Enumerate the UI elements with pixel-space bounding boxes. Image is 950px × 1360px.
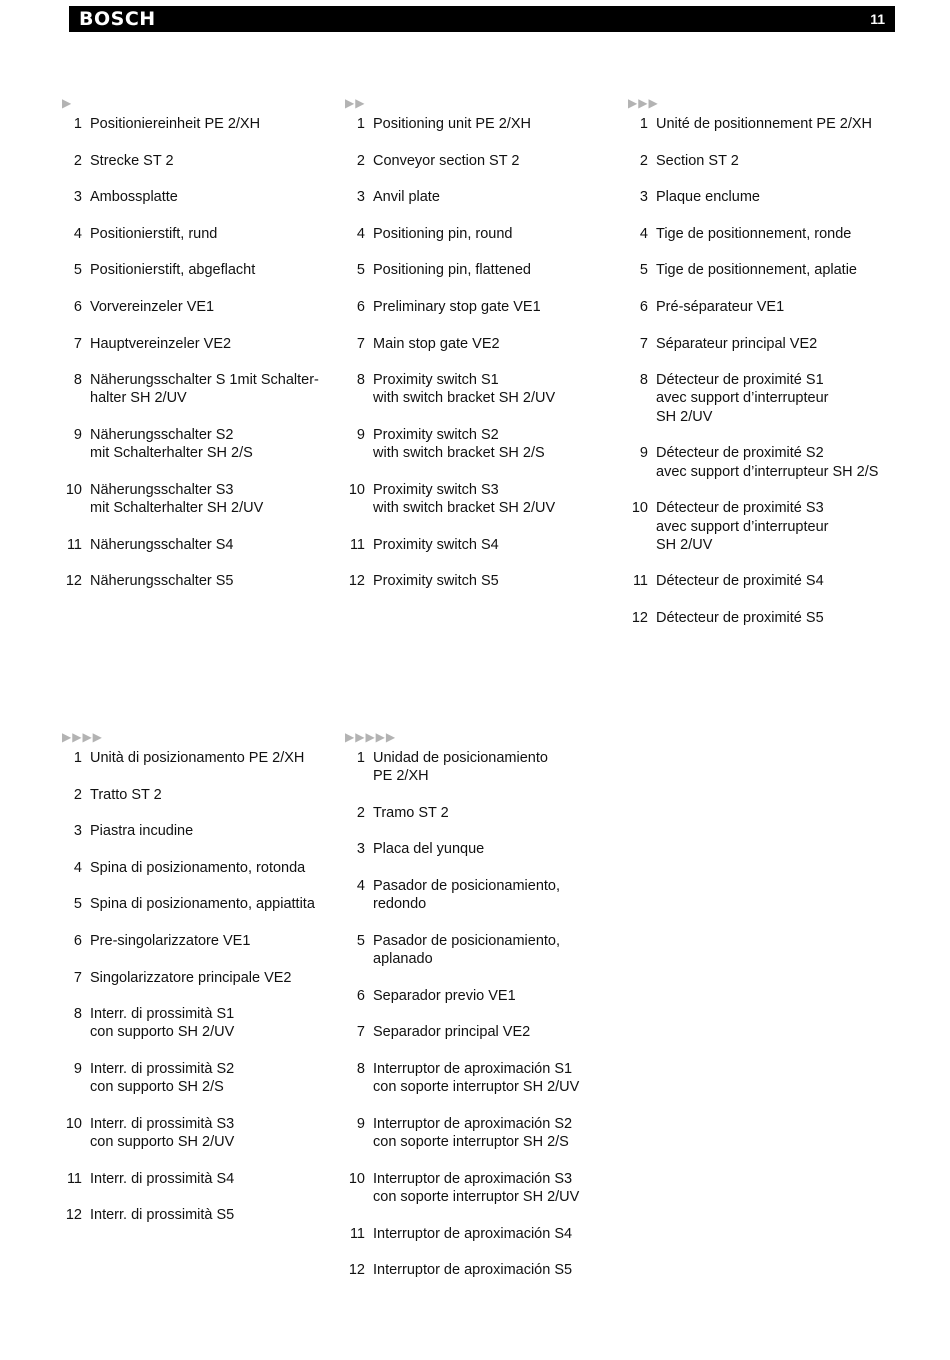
item-label: Strecke ST 2 — [90, 152, 174, 169]
list-item — [62, 298, 342, 316]
item-label: Separador principal VE2 — [373, 1024, 531, 1041]
list-item — [62, 481, 342, 518]
column-spanish — [345, 730, 625, 1298]
list-item — [62, 335, 342, 353]
item-label: Ambossplatte — [90, 189, 178, 206]
list-item — [62, 426, 342, 463]
item-label: Pasador de posicionamiento, aplanado — [373, 932, 561, 968]
item-label: Singolarizzatore principale VE2 — [90, 969, 292, 986]
item-label: Interr. di prossimità S2 con supporto SH 2/S — [90, 1061, 235, 1096]
item-number: 10 — [631, 500, 648, 517]
item-label: Anvil plate — [373, 189, 440, 206]
item-number: 1 — [356, 750, 365, 766]
item-label: Preliminary stop gate VE1 — [373, 298, 541, 315]
item-label: Interr. di prossimità S1 con supporto SH 2/UV — [90, 1006, 235, 1041]
item-number: 1 — [356, 116, 365, 132]
list-item — [345, 572, 625, 590]
list-item — [62, 371, 342, 408]
item-number: 1 — [73, 750, 82, 766]
item-number: 8 — [356, 1061, 365, 1078]
item-number: 7 — [73, 969, 82, 986]
list-item — [62, 225, 342, 243]
item-number: 11 — [632, 573, 648, 590]
item-number: 5 — [356, 932, 365, 949]
list-item — [62, 895, 342, 913]
language-marker-icon: ▶▶▶ — [628, 96, 659, 110]
item-label: Interruptor de aproximación S3 con soporte interruptor SH 2/UV — [373, 1170, 580, 1206]
list-item — [345, 1261, 625, 1279]
list-item — [62, 932, 342, 950]
item-label: Pré-séparateur VE1 — [656, 298, 785, 315]
item-label: Näherungsschalter S2 mit Schalterhalter SH 2/S — [90, 427, 253, 462]
item-label: Détecteur de proximité S3 avec support d’interrupteur SH 2/UV — [656, 500, 829, 553]
item-number: 7 — [639, 335, 648, 352]
item-label: Plaque enclume — [656, 189, 760, 206]
list-item — [62, 572, 342, 590]
item-number: 4 — [356, 225, 365, 242]
list-item — [62, 969, 342, 987]
item-label: Proximity switch S3 with switch bracket SH 2/UV — [373, 481, 556, 517]
item-label: Main stop gate VE2 — [373, 335, 500, 352]
item-label: Tramo ST 2 — [373, 804, 449, 821]
item-number: 4 — [73, 225, 82, 242]
item-label: Spina di posizionamento, rotonda — [90, 859, 306, 876]
item-label: Interruptor de aproximación S5 — [373, 1262, 573, 1279]
item-number: 8 — [639, 372, 648, 389]
item-label: Positioniereinheit PE 2/XH — [90, 116, 261, 132]
item-label: Positionierstift, abgeflacht — [90, 262, 256, 279]
item-number: 11 — [66, 536, 82, 553]
list-item — [62, 115, 342, 133]
list-item — [345, 481, 625, 518]
item-number: 6 — [73, 298, 82, 315]
list-item — [62, 261, 342, 279]
language-marker-icon: ▶▶ — [345, 96, 366, 110]
item-number: 9 — [73, 1061, 82, 1078]
item-number: 6 — [73, 932, 82, 949]
item-number: 9 — [356, 1115, 365, 1132]
list-item — [628, 225, 908, 243]
item-number: 3 — [639, 189, 648, 206]
item-number: 3 — [73, 823, 82, 840]
list-item — [345, 987, 625, 1005]
list-item — [345, 152, 625, 170]
item-label: Tige de positionnement, ronde — [656, 225, 852, 242]
item-number: 6 — [356, 987, 365, 1004]
item-label: Détecteur de proximité S4 — [656, 573, 824, 590]
list-item — [628, 261, 908, 279]
item-label: Näherungsschalter S 1mit Schalter- halter SH 2/UV — [90, 372, 319, 407]
language-marker-icon: ▶▶▶▶▶ — [345, 730, 397, 744]
item-label: Placa del yunque — [373, 841, 485, 858]
list-item — [345, 335, 625, 353]
item-label: Section ST 2 — [656, 152, 739, 169]
list-item — [628, 152, 908, 170]
bosch-logo: BOSCH — [79, 8, 156, 30]
item-label: Interruptor de aproximación S1 con soporte interruptor SH 2/UV — [373, 1061, 580, 1096]
list-item — [62, 1060, 342, 1097]
list-item — [345, 536, 625, 554]
item-number: 4 — [73, 859, 82, 876]
list-item — [345, 749, 625, 786]
item-number: 2 — [73, 152, 82, 169]
item-number: 1 — [639, 116, 648, 132]
item-label: Proximity switch S4 — [373, 536, 499, 553]
column-german — [62, 96, 342, 609]
item-label: Näherungsschalter S3 mit Schalterhalter SH 2/UV — [90, 481, 264, 517]
item-number: 2 — [73, 786, 82, 803]
list-item — [345, 804, 625, 822]
list-item — [628, 444, 908, 481]
list-item — [62, 786, 342, 804]
column-english — [345, 96, 625, 609]
item-label: Positioning pin, round — [373, 225, 513, 242]
list-item — [345, 1170, 625, 1207]
item-label: Positioning pin, flattened — [373, 262, 531, 279]
list-item — [345, 840, 625, 858]
item-number: 10 — [65, 1115, 82, 1132]
item-number: 12 — [348, 573, 365, 590]
page-number: 11 — [870, 11, 885, 27]
list-item — [628, 115, 908, 133]
list-item — [345, 1225, 625, 1243]
item-number: 9 — [73, 427, 82, 444]
item-number: 8 — [73, 372, 82, 389]
list-item — [628, 499, 908, 554]
list-item — [345, 1023, 625, 1041]
item-label: Hauptvereinzeler VE2 — [90, 335, 232, 352]
item-label: Positionierstift, rund — [90, 225, 218, 242]
item-label: Näherungsschalter S5 — [90, 573, 234, 590]
list-item — [345, 426, 625, 463]
item-number: 10 — [348, 1170, 365, 1187]
list-item — [62, 1206, 342, 1224]
item-label: Séparateur principal VE2 — [656, 335, 818, 352]
item-label: Unidad de posicionamiento PE 2/XH — [373, 750, 548, 785]
list-item — [345, 1115, 625, 1152]
item-number: 10 — [65, 481, 82, 498]
list-item — [62, 152, 342, 170]
page-header — [69, 6, 895, 32]
item-number: 12 — [65, 1207, 82, 1224]
item-label: Interr. di prossimità S5 — [90, 1207, 235, 1224]
item-label: Détecteur de proximité S5 — [656, 610, 824, 627]
item-label: Spina di posizionamento, appiattita — [90, 896, 315, 913]
list-item — [628, 609, 908, 627]
list-item — [62, 1170, 342, 1188]
item-label: Separador previo VE1 — [373, 987, 516, 1004]
item-number: 11 — [349, 536, 365, 553]
item-label: Tige de positionnement, aplatie — [656, 262, 857, 279]
list-item — [628, 188, 908, 206]
item-number: 6 — [356, 298, 365, 315]
list-item — [345, 1060, 625, 1097]
list-item — [345, 225, 625, 243]
list-item — [628, 572, 908, 590]
item-number: 8 — [73, 1006, 82, 1023]
item-label: Proximity switch S2 with switch bracket SH 2/S — [373, 427, 545, 462]
item-number: 6 — [639, 298, 648, 315]
item-number: 2 — [639, 152, 648, 169]
item-label: Positioning unit PE 2/XH — [373, 116, 531, 132]
item-label: Détecteur de proximité S1 avec support d’interrupteur SH 2/UV — [656, 372, 829, 425]
column-french — [628, 96, 908, 646]
item-number: 5 — [73, 262, 82, 279]
item-number: 4 — [639, 225, 648, 242]
item-number: 3 — [356, 189, 365, 206]
item-label: Interr. di prossimità S4 — [90, 1170, 235, 1187]
column-italian — [62, 730, 342, 1243]
list-item — [62, 822, 342, 840]
list-item — [62, 188, 342, 206]
item-number: 11 — [66, 1170, 82, 1187]
item-label: Unità di posizionamento PE 2/XH — [90, 750, 305, 766]
item-number: 5 — [356, 262, 365, 279]
item-label: Tratto ST 2 — [90, 786, 162, 803]
list-item — [345, 188, 625, 206]
item-label: Interruptor de aproximación S4 — [373, 1225, 573, 1242]
item-number: 12 — [348, 1262, 365, 1279]
list-item — [345, 932, 625, 969]
item-label: Proximity switch S5 — [373, 573, 499, 590]
item-label: Conveyor section ST 2 — [373, 152, 520, 169]
item-number: 7 — [356, 1024, 365, 1041]
item-number: 5 — [73, 896, 82, 913]
item-number: 9 — [356, 427, 365, 444]
list-item — [62, 859, 342, 877]
item-label: Piastra incudine — [90, 823, 194, 840]
item-number: 2 — [356, 804, 365, 821]
item-number: 3 — [356, 841, 365, 858]
item-number: 8 — [356, 372, 365, 389]
list-item — [62, 1005, 342, 1042]
item-number: 4 — [356, 878, 365, 895]
item-label: Interruptor de aproximación S2 con soporte interruptor SH 2/S — [373, 1115, 573, 1151]
item-label: Détecteur de proximité S2 avec support d’interrupteur SH 2/S — [656, 445, 879, 480]
list-item — [345, 877, 625, 914]
item-number: 2 — [356, 152, 365, 169]
item-label: Unité de positionnement PE 2/XH — [656, 116, 873, 132]
item-label: Pasador de posicionamiento, redondo — [373, 878, 561, 913]
list-item — [628, 371, 908, 426]
item-number: 5 — [639, 262, 648, 279]
item-label: Näherungsschalter S4 — [90, 536, 234, 553]
item-number: 12 — [631, 610, 648, 627]
list-item — [628, 298, 908, 316]
item-number: 10 — [348, 481, 365, 498]
item-number: 7 — [356, 335, 365, 352]
item-number: 9 — [639, 445, 648, 462]
item-label: Vorvereinzeler VE1 — [90, 298, 215, 315]
list-item — [62, 749, 342, 767]
list-item — [62, 1115, 342, 1152]
item-label: Proximity switch S1 with switch bracket SH 2/UV — [373, 372, 556, 407]
list-item — [628, 335, 908, 353]
item-number: 7 — [73, 335, 82, 352]
item-number: 1 — [73, 116, 82, 132]
language-marker-icon: ▶ — [62, 96, 73, 110]
list-item — [345, 298, 625, 316]
list-item — [62, 536, 342, 554]
item-number: 3 — [73, 189, 82, 206]
list-item — [345, 115, 625, 133]
list-item — [345, 371, 625, 408]
language-marker-icon: ▶▶▶▶ — [62, 730, 103, 744]
list-item — [345, 261, 625, 279]
item-label: Interr. di prossimità S3 con supporto SH 2/UV — [90, 1115, 235, 1151]
item-number: 12 — [65, 573, 82, 590]
item-label: Pre-singolarizzatore VE1 — [90, 932, 251, 949]
item-number: 11 — [349, 1225, 365, 1242]
